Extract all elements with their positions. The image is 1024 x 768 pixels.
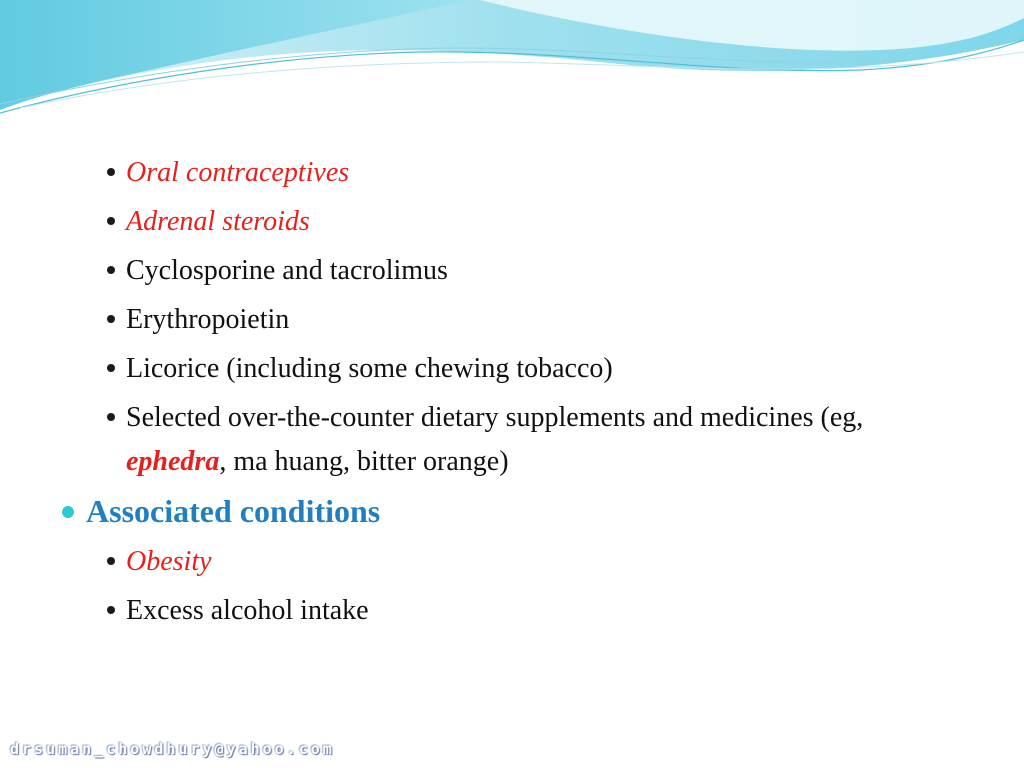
list-item [107,202,310,242]
item-excess-alcohol: Excess alcohol intake [126,595,369,626]
item-otc-text-end: , ma huang, bitter orange) [219,446,509,477]
bullet-icon [62,506,74,518]
bullet-icon [107,557,115,565]
item-otc-ephedra: ephedra [126,446,220,477]
bullet-icon [107,606,115,614]
item-otc-supplements [126,396,896,484]
item-otc-text-start: Selected over-the-counter dietary supplements and medicines (eg, [126,402,864,433]
item-adrenal-steroids: Adrenal steroids [126,206,310,237]
list-item [107,349,613,389]
bullet-icon [107,413,115,421]
list-item [107,251,448,291]
item-licorice: Licorice (including some chewing tobacco) [126,353,613,384]
item-cyclosporine: Cyclosporine and tacrolimus [126,255,448,286]
list-item [107,398,896,484]
item-obesity: Obesity [126,546,212,577]
item-erythropoietin: Erythropoietin [126,304,290,335]
bullet-icon [107,315,115,323]
bullet-icon [107,217,115,225]
list-item [107,153,349,193]
heading-associated-conditions: Associated conditions [86,493,381,529]
list-item [107,542,212,582]
list-item [62,491,380,531]
bullet-icon [107,168,115,176]
list-item [107,591,369,631]
bullet-icon [107,266,115,274]
list-item [107,300,289,340]
item-oral-contraceptives: Oral contraceptives [126,157,350,188]
footer-email: drsuman_chowdhury@yahoo.com [10,740,335,758]
bullet-icon [107,364,115,372]
